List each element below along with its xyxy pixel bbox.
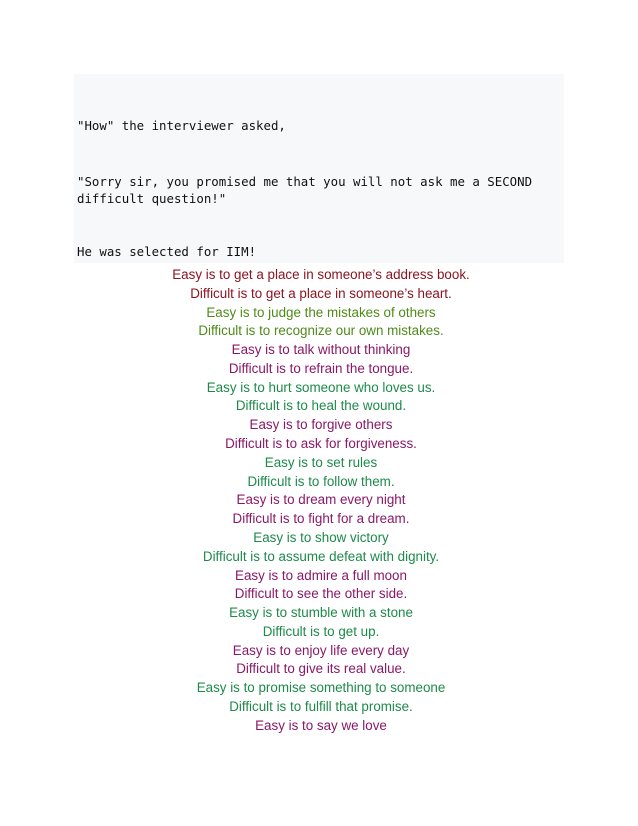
poem-line: Easy is to forgive others [249, 417, 393, 433]
poem-line: Easy is to enjoy life every day [232, 642, 410, 658]
poem-line: Difficult is to heal the wound. [235, 398, 407, 414]
poem-line: Easy is to show victory [253, 529, 389, 545]
interviewer-question-line: "How" the interviewer asked, [77, 118, 286, 133]
poem-line: Easy is to get a place in someone’s address book. [172, 267, 470, 282]
poem-line: Difficult to see the other side. [234, 586, 408, 602]
easy-difficult-poem [2, 266, 638, 736]
candidate-reply-line-2: difficult question!" [77, 191, 227, 206]
poem-line: Difficult is to fulfill that promise. [229, 698, 413, 714]
poem-line: Easy is to admire a full moon [235, 567, 407, 583]
poem-line: Difficult is to get a place in someone’s heart. [190, 285, 452, 301]
poem-line: Easy is to promise something to someone [196, 680, 446, 696]
selection-result-line: He was selected for IIM! [77, 244, 257, 259]
poem-line: Difficult is to get up. [262, 623, 380, 639]
poem-line: Difficult is to assume defeat with dignity. [202, 548, 440, 564]
poem-line: Difficult is to recognize our own mistakes. [198, 323, 444, 339]
poem-line: Easy is to stumble with a stone [229, 605, 413, 621]
poem-line: Easy is to say we love [255, 717, 387, 733]
poem-line: Difficult is to ask for forgiveness. [225, 436, 417, 452]
poem-line: Difficult is to follow them. [247, 473, 395, 489]
candidate-reply-line-1: "Sorry sir, you promised me that you will not ask me a SECOND [77, 174, 533, 189]
poem-line: Easy is to set rules [264, 454, 378, 470]
poem-line: Difficult to give its real value. [236, 661, 406, 677]
poem-line: Easy is to talk without thinking [231, 342, 411, 358]
poem-line: Easy is to judge the mistakes of others [206, 304, 436, 320]
poem-line: Difficult is to refrain the tongue. [228, 360, 414, 376]
poem-line: Easy is to hurt someone who loves us. [206, 379, 436, 395]
shaded-text-block [74, 74, 564, 263]
poem-line: Difficult is to fight for a dream. [232, 511, 410, 527]
poem-line: Easy is to dream every night [236, 492, 406, 508]
